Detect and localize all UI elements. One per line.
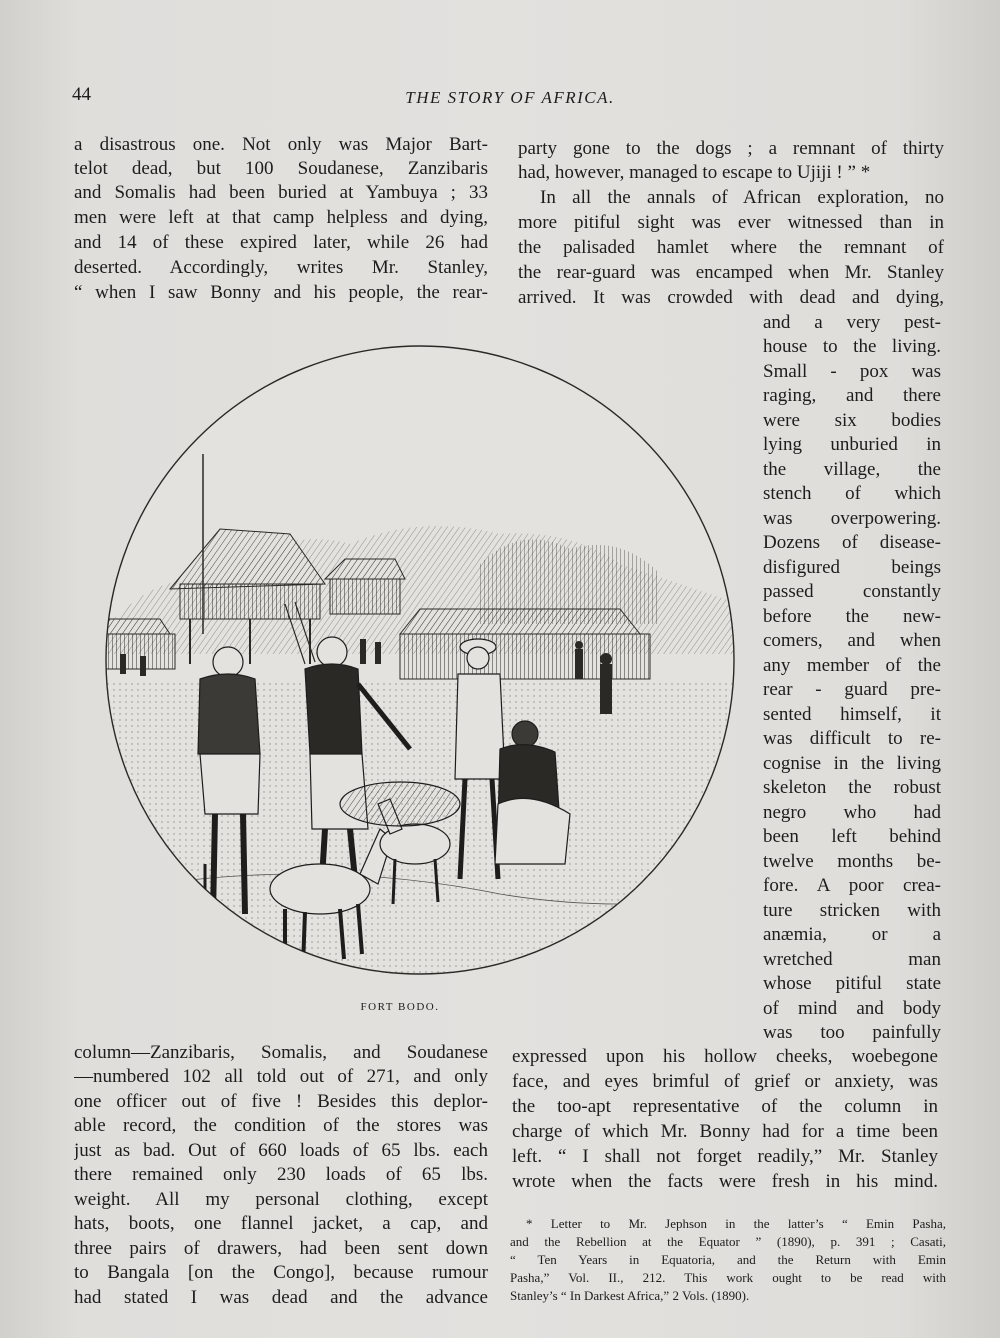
text-line: a disastrous one. Not only was Major Bart- <box>74 134 488 155</box>
text-line: men were left at that camp helpless and dying, <box>74 207 488 228</box>
text-line: rear - guard pre- <box>763 679 941 700</box>
text-line: one officer out of five ! Besides this deplor- <box>74 1091 488 1112</box>
text-line: able record, the condition of the stores was <box>74 1115 488 1136</box>
text-line: three pairs of drawers, had been sent down <box>74 1238 488 1259</box>
text-line: to Bangala [on the Congo], because rumour <box>74 1262 488 1283</box>
text-line: was too painfully <box>763 1022 941 1043</box>
text-line: had, however, managed to escape to Ujiji ! ” * <box>518 162 871 183</box>
text-line: and 14 of these expired later, while 26 had <box>74 232 488 253</box>
footnote-line: Pasha,” Vol. II., 212. This work ought to be read with <box>510 1270 946 1285</box>
text-line: and Somalis had been buried at Yambuya ; 33 <box>74 182 488 203</box>
text-line: expressed upon his hollow cheeks, woebegone <box>512 1046 938 1067</box>
text-line: house to the living. <box>763 336 941 357</box>
text-line: there remained only 230 loads of 65 lbs. <box>74 1164 488 1185</box>
text-line: just as bad. Out of 660 loads of 65 lbs. each <box>74 1140 488 1161</box>
text-line: any member of the <box>763 655 941 676</box>
text-line: negro who had <box>763 802 941 823</box>
page-number: 44 <box>72 84 91 105</box>
text-line: “ when I saw Bonny and his people, the rear- <box>74 282 488 303</box>
text-line: more pitiful sight was ever witnessed than in <box>518 212 944 233</box>
footnote-line: and the Rebellion at the Equator ” (1890), p. 391 ; Casati, <box>510 1234 946 1249</box>
footnote-line: * Letter to Mr. Jephson in the latter’s “ Emin Pasha, <box>526 1216 946 1231</box>
text-line: the palisaded hamlet where the remnant of <box>518 237 944 258</box>
text-line: telot dead, but 100 Soudanese, Zanzibaris <box>74 158 488 179</box>
text-line: twelve months be- <box>763 851 941 872</box>
text-line: deserted. Accordingly, writes Mr. Stanley, <box>74 257 488 278</box>
text-line: anæmia, or a <box>763 924 941 945</box>
text-line: wretched man <box>763 949 941 970</box>
text-line: Dozens of disease- <box>763 532 941 553</box>
illustration-caption: FORT BODO. <box>360 1001 440 1013</box>
text-line: ture stricken with <box>763 900 941 921</box>
footnote-line: “ Ten Years in Equatoria, and the Return with Emin <box>510 1252 946 1267</box>
text-line: party gone to the dogs ; a remnant of thirty <box>518 138 944 159</box>
footnote-line: Stanley’s “ In Darkest Africa,” 2 Vols. (1890). <box>510 1288 750 1303</box>
text-line: In all the annals of African exploration, no <box>540 187 944 208</box>
text-line: the rear-guard was encamped when Mr. Stanley <box>518 262 944 283</box>
fort-bodo-illustration <box>100 334 740 986</box>
text-line: —numbered 102 all told out of 271, and only <box>74 1066 488 1087</box>
text-line: weight. All my personal clothing, except <box>74 1189 488 1210</box>
text-line: Small - pox was <box>763 361 941 382</box>
text-line: sented himself, it <box>763 704 941 725</box>
text-line: column—Zanzibaris, Somalis, and Soudanese <box>74 1042 488 1063</box>
running-title: THE STORY OF AFRICA. <box>405 88 615 107</box>
text-line: charge of which Mr. Bonny had for a time been <box>512 1121 938 1142</box>
text-line: cognise in the living <box>763 753 941 774</box>
text-line: passed constantly <box>763 581 941 602</box>
text-line: face, and eyes brimful of grief or anxiety, was <box>512 1071 938 1092</box>
text-line: skeleton the robust <box>763 777 941 798</box>
text-line: raging, and there <box>763 385 941 406</box>
text-line: before the new- <box>763 606 941 627</box>
text-line: had stated I was dead and the advance <box>74 1287 488 1308</box>
text-line: stench of which <box>763 483 941 504</box>
text-line: whose pitiful state <box>763 973 941 994</box>
text-line: disfigured beings <box>763 557 941 578</box>
text-line: comers, and when <box>763 630 941 651</box>
text-line: the village, the <box>763 459 941 480</box>
text-line: and a very pest- <box>763 312 941 333</box>
text-line: of mind and body <box>763 998 941 1019</box>
text-line: was difficult to re- <box>763 728 941 749</box>
text-line: fore. A poor crea- <box>763 875 941 896</box>
text-line: arrived. It was crowded with dead and dying, <box>518 287 944 308</box>
text-line: were six bodies <box>763 410 941 431</box>
text-line: was overpowering. <box>763 508 941 529</box>
text-line: hats, boots, one flannel jacket, a cap, and <box>74 1213 488 1234</box>
text-line: left. “ I shall not forget readily,” Mr. Stanley <box>512 1146 938 1167</box>
text-line: wrote when the facts were fresh in his mind. <box>512 1171 938 1192</box>
text-line: been left behind <box>763 826 941 847</box>
text-line: lying unburied in <box>763 434 941 455</box>
text-line: the too-apt representative of the column in <box>512 1096 938 1117</box>
